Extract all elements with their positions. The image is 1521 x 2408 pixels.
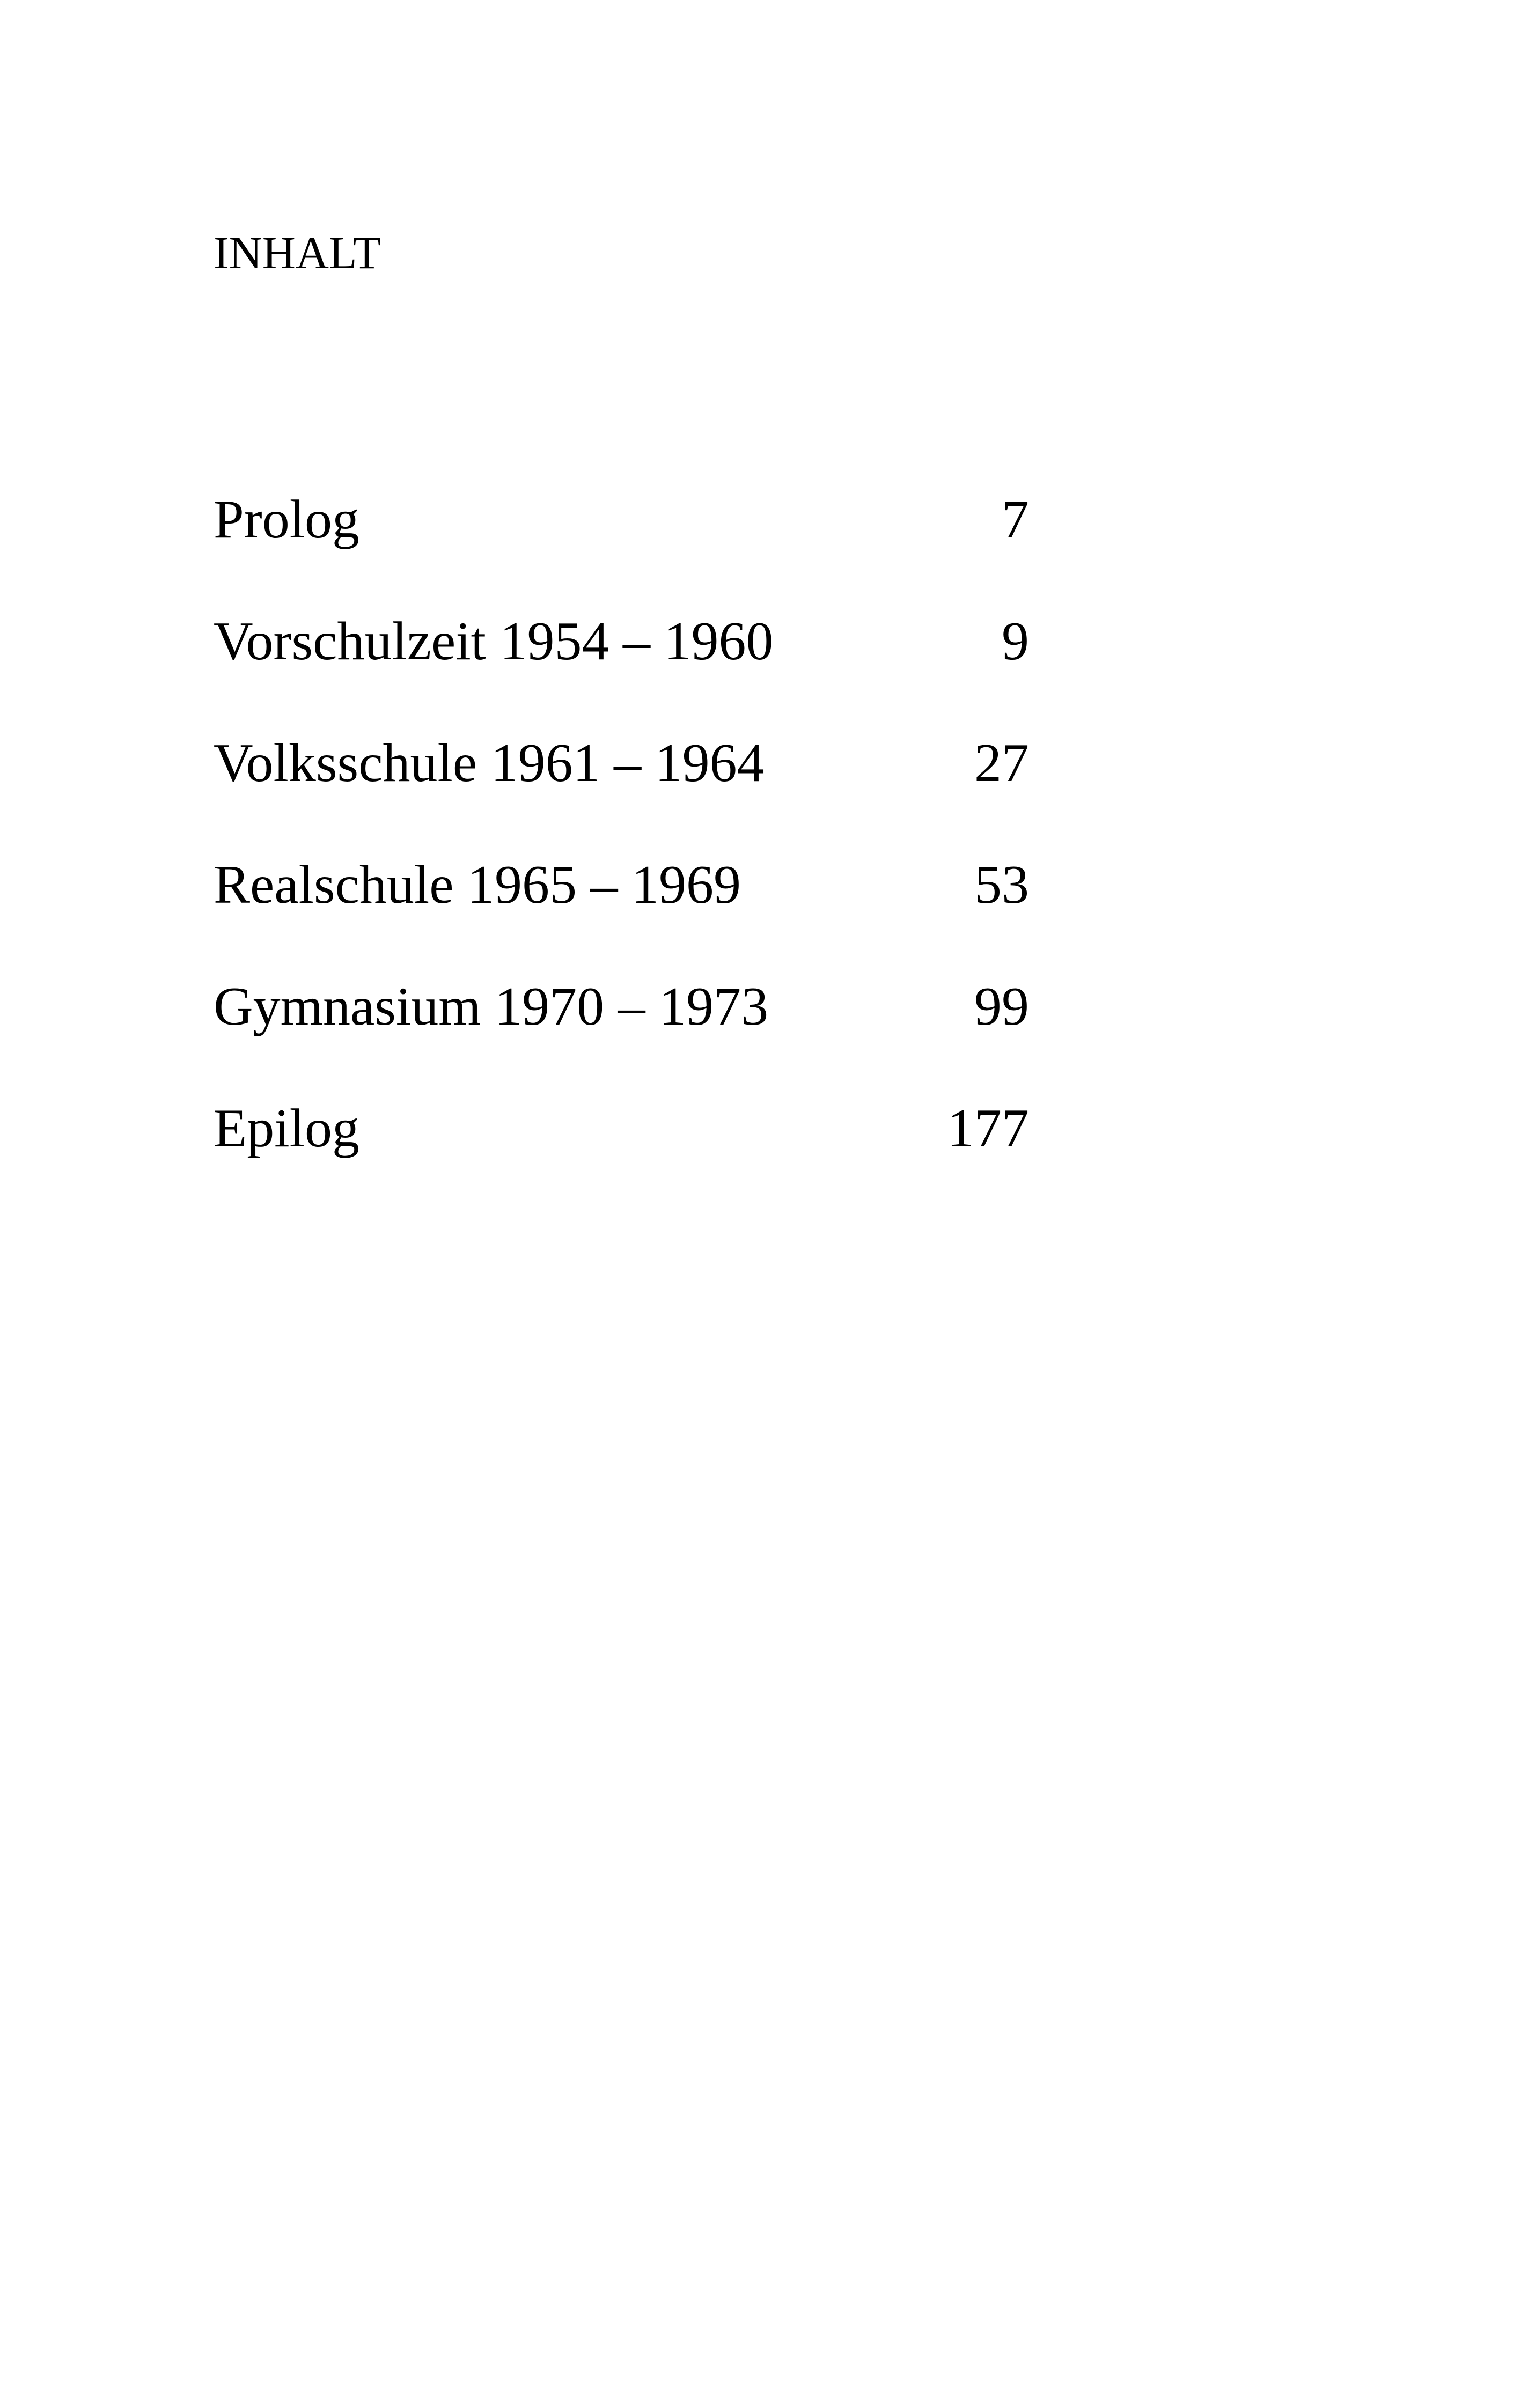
toc-entry-page-number: 99 (974, 976, 1029, 1037)
toc-entry-title: Epilog (214, 1098, 359, 1159)
toc-entry-title: Gymnasium 1970 – 1973 (214, 976, 769, 1037)
toc-entry-page-number: 177 (947, 1098, 1029, 1159)
toc-entry-page-number: 9 (1002, 611, 1029, 672)
toc-entry-epilog (214, 1098, 1029, 1223)
toc-entry-title: Vorschulzeit 1954 – 1960 (214, 611, 774, 672)
toc-entry-realschule (214, 855, 1029, 980)
toc-entry-vorschulzeit (214, 611, 1029, 736)
toc-entry-title: Realschule 1965 – 1969 (214, 855, 741, 915)
table-of-contents (214, 489, 1029, 1223)
toc-entry-page-number: 27 (974, 733, 1029, 793)
toc-entry-prolog (214, 489, 1029, 614)
toc-entry-gymnasium (214, 976, 1029, 1101)
toc-entry-volksschule (214, 733, 1029, 858)
toc-entry-title: Volksschule 1961 – 1964 (214, 733, 765, 793)
toc-entry-title: Prolog (214, 489, 360, 550)
page-heading: INHALT (214, 227, 381, 278)
toc-entry-page-number: 7 (1002, 489, 1029, 550)
toc-entry-page-number: 53 (974, 855, 1029, 915)
